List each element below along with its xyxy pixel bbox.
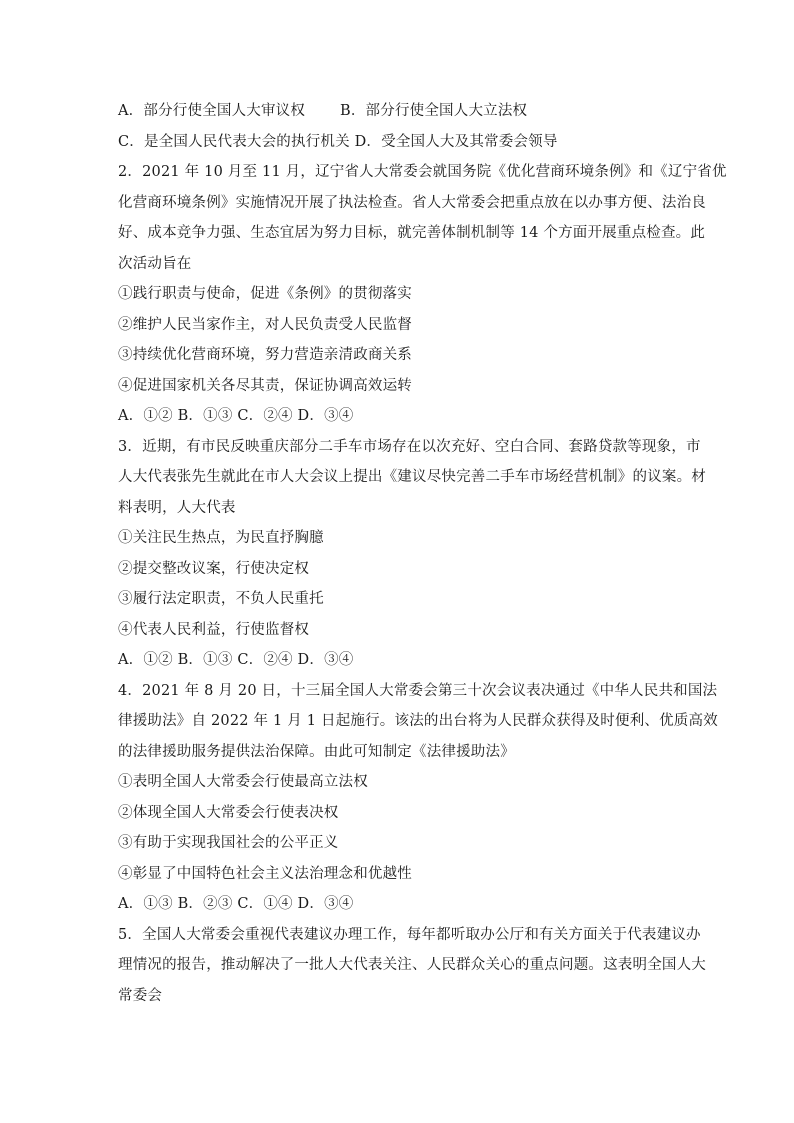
q1-options-row-2: C．是全国人民代表大会的执行机关 D．受全国人大及其常委会领导 [118,133,558,150]
q2-stem-line: 2．2021 年 10 月至 11 月，辽宁省人大常委会就国务院《优化营商环境条例》和《辽宁省优 [118,164,727,180]
q3-item-1: ①关注民生热点，为民直抒胸臆 [118,530,324,546]
q1-option-b: B．部分行使全国人大立法权 [340,103,528,119]
q2-stem-line: 次活动旨在 [118,255,192,272]
q2-stem-line: 化营商环境条例》实施情况开展了执法检查。省人大常委会把重点放在以办事方便、法治良 [118,194,706,211]
q4-stem-line: 4．2021 年 8 月 20 日，十三届全国人大常委会第三十次会议表决通过《中华人民共和国法 [118,682,718,699]
q4-item-4: ④彰显了中国特色社会主义法治理念和优越性 [118,865,412,882]
q3-item-4: ④代表人民利益，行使监督权 [118,621,310,638]
q3-choices: A．①② B．①③ C．②④ D．③④ [118,652,354,668]
q1-option-a: A．部分行使全国人大审议权 [118,103,306,119]
q5-stem-line: 5．全国人大常委会重视代表建议办理工作，每年都听取办公厅和有关方面关于代表建议办 [118,926,701,943]
q2-stem-line: 好、成本竞争力强、生态宜居为努力目标，就完善体制机制等 14 个方面开展重点检查。此 [118,225,706,241]
q2-item-4: ④促进国家机关各尽其责，保证协调高效运转 [118,377,412,394]
q3-stem-line: 人大代表张先生就此在市人大会议上提出《建议尽快完善二手车市场经营机制》的议案。材 [118,469,706,485]
q2-item-3: ③持续优化营商环境，努力营造亲清政商关系 [118,347,412,363]
q4-choices: A．①③ B．②③ C．①④ D．③④ [118,896,354,912]
exam-page [118,96,727,1011]
q2-item-1: ①践行职责与使命，促进《条例》的贯彻落实 [118,286,412,302]
q5-stem-line: 理情况的报告，推动解决了一批人大代表关注、人民群众关心的重点问题。这表明全国人大 [118,957,706,973]
q2-item-2: ②维护人民当家作主，对人民负责受人民监督 [118,316,412,333]
q4-item-1: ①表明全国人大常委会行使最高立法权 [118,774,368,790]
q4-stem-line: 律援助法》自 2022 年 1 月 1 日起施行。该法的出台将为人民群众获得及时便利、优质高效 [118,713,718,729]
question-3 [118,432,706,676]
q4-item-3: ③有助于实现我国社会的公平正义 [118,835,339,851]
q1-options-row-1 [118,96,684,127]
q4-item-2: ②体现全国人大常委会行使表决权 [118,804,339,821]
q3-item-3: ③履行法定职责，不负人民重托 [118,591,324,607]
question-2 [118,157,727,432]
q3-stem-line: 3．近期，有市民反映重庆部分二手车市场存在以次充好、空白合同、套路贷款等现象，市 [118,438,701,455]
question-5 [118,920,706,1012]
question-4 [118,676,718,920]
q4-stem-line: 的法律援助服务提供法治保障。由此可知制定《法律援助法》 [118,743,515,760]
q3-stem-line: 料表明，人大代表 [118,499,236,516]
q5-stem-line: 常委会 [118,987,163,1004]
q2-choices: A．①② B．①③ C．②④ D．③④ [118,408,354,424]
q3-item-2: ②提交整改议案，行使决定权 [118,560,310,577]
